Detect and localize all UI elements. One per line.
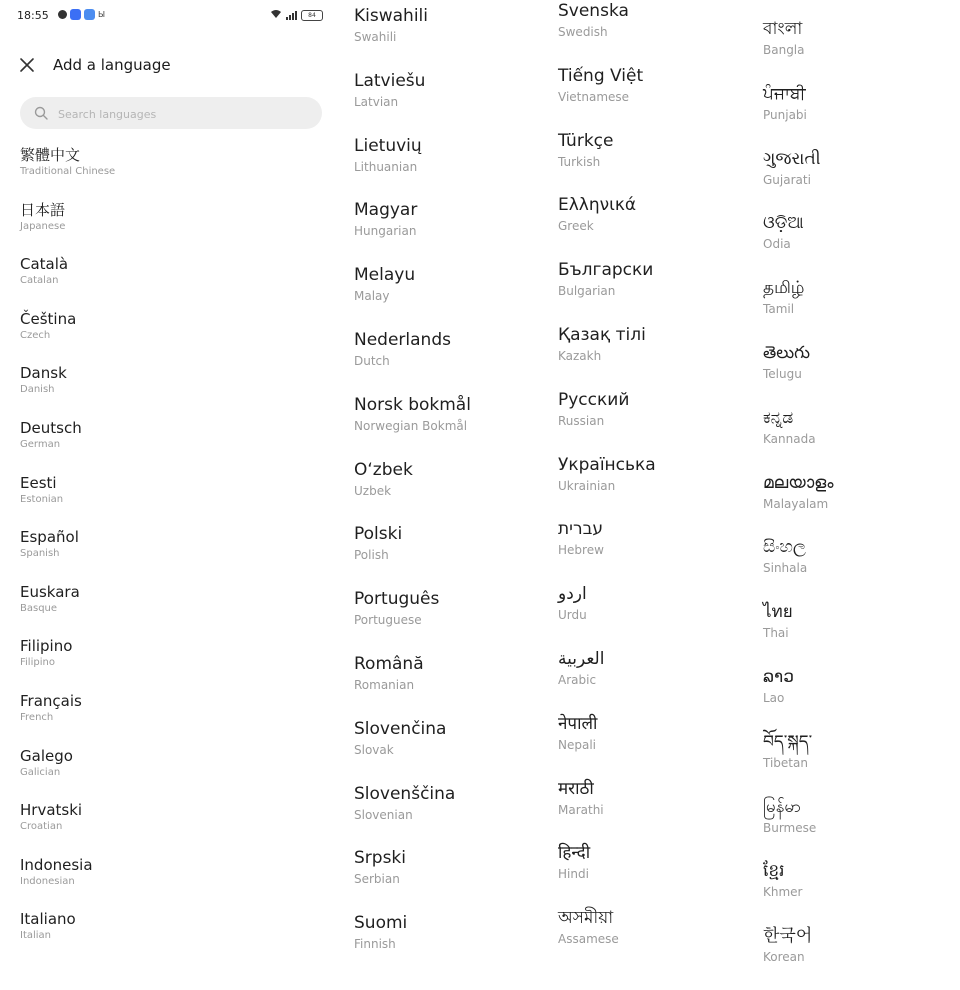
language-native-name: Magyar: [354, 200, 418, 221]
language-item[interactable]: [20, 855, 115, 910]
language-native-name: Galego: [20, 746, 73, 765]
language-native-name: Slovenščina: [354, 783, 456, 804]
language-native-name: हिन्दी: [558, 843, 591, 864]
language-english-name: Tibetan: [763, 755, 808, 770]
language-english-name: Hebrew: [558, 543, 604, 558]
language-english-name: Swedish: [558, 25, 608, 39]
language-item[interactable]: [20, 254, 115, 309]
language-item[interactable]: [354, 394, 471, 459]
language-english-name: Hungarian: [354, 224, 417, 239]
language-item[interactable]: [20, 800, 115, 855]
language-native-name: नेपाली: [558, 713, 598, 734]
language-english-name: Kannada: [763, 431, 816, 446]
language-english-name: Urdu: [558, 608, 587, 623]
language-native-name: اردو: [558, 584, 587, 605]
language-item[interactable]: [763, 212, 833, 277]
language-item[interactable]: [354, 847, 471, 912]
language-native-name: Svenska: [558, 1, 629, 21]
language-native-name: বাংলা: [763, 19, 803, 39]
language-native-name: Русский: [558, 389, 630, 410]
language-item[interactable]: [558, 194, 656, 259]
language-native-name: မြန်မာ: [763, 796, 802, 817]
language-item[interactable]: [354, 523, 471, 588]
language-native-name: ไทย: [763, 602, 793, 623]
language-native-name: Latviešu: [354, 70, 426, 91]
language-native-name: ខ្មែរ: [763, 861, 785, 882]
language-native-name: Srpski: [354, 848, 406, 869]
language-english-name: Bulgarian: [558, 284, 616, 299]
language-native-name: Melayu: [354, 265, 416, 286]
language-native-name: Norsk bokmål: [354, 394, 471, 415]
language-native-name: Español: [20, 528, 79, 547]
language-item[interactable]: [558, 842, 656, 907]
language-english-name: Filipino: [20, 657, 55, 669]
language-english-name: Dutch: [354, 353, 390, 368]
language-native-name: Indonesia: [20, 855, 93, 874]
language-item[interactable]: [354, 718, 471, 783]
language-item[interactable]: [20, 691, 115, 746]
language-english-name: Lithuanian: [354, 159, 418, 174]
language-english-name: Thai: [763, 626, 789, 641]
language-english-name: Galician: [20, 766, 61, 778]
language-english-name: Norwegian Bokmål: [354, 418, 468, 433]
language-item[interactable]: [354, 199, 471, 264]
language-list-column-2: [354, 5, 471, 977]
language-english-name: Estonian: [20, 493, 64, 505]
search-input[interactable]: [56, 97, 310, 131]
language-english-name: Ukrainian: [558, 478, 616, 493]
language-native-name: Italiano: [20, 910, 76, 929]
search-bar[interactable]: [20, 97, 322, 129]
language-english-name: Tamil: [763, 302, 795, 317]
language-english-name: Spanish: [20, 548, 60, 560]
language-native-name: Polski: [354, 524, 403, 545]
language-item[interactable]: [558, 648, 656, 713]
status-bar: [0, 0, 335, 30]
language-native-name: Català: [20, 255, 69, 274]
language-item[interactable]: [354, 70, 471, 135]
language-native-name: Eesti: [20, 473, 57, 492]
language-english-name: Hindi: [558, 867, 589, 882]
language-item[interactable]: [558, 65, 656, 130]
language-item[interactable]: [558, 713, 656, 778]
language-list-column-3: [558, 0, 656, 972]
language-item[interactable]: [20, 527, 115, 582]
language-item[interactable]: [20, 363, 115, 418]
language-native-name: Nederlands: [354, 329, 451, 350]
language-native-name: العربية: [558, 648, 605, 669]
language-english-name: Malay: [354, 289, 390, 304]
language-english-name: Croatian: [20, 821, 63, 833]
language-english-name: Greek: [558, 219, 594, 234]
language-native-name: தமிழ்: [763, 278, 805, 299]
language-native-name: ລາວ: [763, 666, 794, 687]
language-english-name: Kazakh: [558, 348, 602, 363]
language-item[interactable]: [558, 778, 656, 843]
language-native-name: 한국어: [763, 926, 813, 947]
signal-icon: [286, 11, 297, 20]
language-native-name: Čeština: [20, 309, 77, 328]
language-item[interactable]: [20, 746, 115, 801]
language-item[interactable]: [354, 588, 471, 653]
search-icon: [33, 105, 49, 121]
language-native-name: 日本語: [20, 200, 66, 219]
language-item[interactable]: [763, 148, 833, 213]
status-icons-left: [58, 9, 105, 20]
header: [18, 52, 318, 78]
language-native-name: 繁體中文: [20, 146, 81, 164]
language-item[interactable]: [763, 83, 833, 148]
language-english-name: Russian: [558, 413, 605, 428]
language-native-name: తెలుగు: [763, 342, 810, 363]
language-native-name: Português: [354, 589, 440, 610]
language-item[interactable]: [763, 18, 833, 83]
language-item[interactable]: [763, 731, 833, 796]
language-item[interactable]: [20, 636, 115, 691]
language-list-column-1: [20, 145, 115, 964]
app-notification-icon: [84, 9, 95, 20]
language-item[interactable]: [558, 907, 656, 972]
language-english-name: Catalan: [20, 275, 59, 287]
language-english-name: Romanian: [354, 677, 415, 692]
language-native-name: ગુજરાતી: [763, 148, 821, 169]
language-item[interactable]: [354, 912, 471, 977]
language-item[interactable]: [763, 277, 833, 342]
language-english-name: Burmese: [763, 820, 817, 835]
language-native-name: Tiếng Việt: [558, 65, 644, 86]
language-native-name: Suomi: [354, 913, 408, 934]
language-native-name: ਪੰਜਾਬੀ: [763, 83, 806, 104]
language-english-name: Punjabi: [763, 107, 807, 122]
language-english-name: Slovenian: [354, 807, 413, 822]
language-native-name: অসমীয়া: [558, 908, 614, 929]
app-notification-icon: [70, 9, 81, 20]
wifi-icon: [270, 9, 282, 22]
language-native-name: עברית: [558, 519, 604, 540]
language-native-name: ಕನ್ನಡ: [763, 407, 794, 428]
language-english-name: Odia: [763, 237, 791, 252]
language-english-name: Czech: [20, 329, 51, 341]
language-item[interactable]: [558, 130, 656, 195]
language-native-name: Kiswahili: [354, 6, 428, 26]
language-english-name: Arabic: [558, 672, 597, 687]
close-icon[interactable]: [18, 56, 36, 74]
language-item[interactable]: [763, 925, 833, 990]
language-item[interactable]: [763, 666, 833, 731]
language-english-name: Bangla: [763, 43, 805, 57]
language-item[interactable]: [558, 259, 656, 324]
language-item[interactable]: [20, 473, 115, 528]
page-title: Add a language: [53, 56, 171, 74]
language-english-name: Gujarati: [763, 172, 811, 187]
language-item[interactable]: [558, 518, 656, 583]
language-native-name: Filipino: [20, 637, 73, 656]
language-native-name: Hrvatski: [20, 801, 83, 820]
language-english-name: Turkish: [558, 154, 601, 169]
language-english-name: Telugu: [763, 366, 802, 381]
language-item[interactable]: [354, 783, 471, 848]
language-native-name: O‘zbek: [354, 459, 413, 480]
language-native-name: Français: [20, 691, 82, 710]
language-item[interactable]: [354, 459, 471, 524]
language-native-name: ଓଡ଼ିଆ: [763, 213, 804, 234]
language-english-name: Assamese: [558, 932, 619, 947]
language-native-name: മലയാളം: [763, 472, 834, 493]
language-english-name: Polish: [354, 548, 389, 563]
language-english-name: Basque: [20, 602, 58, 614]
nfc-icon: Ы: [98, 10, 106, 19]
language-english-name: Malayalam: [763, 496, 829, 511]
language-native-name: Slovenčina: [354, 718, 447, 739]
language-english-name: Italian: [20, 930, 52, 942]
language-item[interactable]: [763, 407, 833, 472]
language-item[interactable]: [354, 135, 471, 200]
battery-icon: 84: [301, 10, 323, 21]
language-item[interactable]: [763, 601, 833, 666]
language-native-name: བོད་སྐད་: [763, 731, 813, 752]
language-item[interactable]: [763, 860, 833, 925]
language-english-name: Nepali: [558, 737, 596, 752]
language-native-name: Қазақ тілі: [558, 324, 646, 345]
language-native-name: Български: [558, 260, 654, 281]
language-item[interactable]: [763, 796, 833, 861]
language-native-name: मराठी: [558, 778, 594, 799]
language-item[interactable]: [558, 0, 656, 65]
language-english-name: Latvian: [354, 94, 399, 109]
language-english-name: Serbian: [354, 872, 400, 887]
language-native-name: Lietuvių: [354, 135, 422, 156]
language-item[interactable]: [558, 583, 656, 648]
language-item[interactable]: [20, 200, 115, 255]
language-item[interactable]: [20, 309, 115, 364]
language-item[interactable]: [354, 264, 471, 329]
language-english-name: Danish: [20, 384, 55, 396]
language-item[interactable]: [763, 536, 833, 601]
language-english-name: Sinhala: [763, 561, 808, 576]
language-english-name: Indonesian: [20, 875, 75, 887]
language-native-name: සිංහල: [763, 537, 806, 558]
language-native-name: Deutsch: [20, 418, 82, 437]
language-item[interactable]: [354, 329, 471, 394]
status-time: 18:55: [17, 9, 49, 22]
language-english-name: Korean: [763, 950, 805, 965]
language-list-column-4: [763, 18, 833, 990]
language-english-name: Slovak: [354, 742, 394, 757]
language-native-name: Ελληνικά: [558, 195, 637, 216]
language-item[interactable]: [558, 454, 656, 519]
language-english-name: Portuguese: [354, 613, 422, 628]
language-english-name: Finnish: [354, 937, 396, 952]
language-item[interactable]: [20, 418, 115, 473]
language-item[interactable]: [763, 472, 833, 537]
language-english-name: German: [20, 438, 61, 450]
language-item[interactable]: [20, 145, 115, 200]
language-native-name: Euskara: [20, 582, 80, 601]
language-native-name: Dansk: [20, 364, 67, 383]
language-english-name: Marathi: [558, 802, 604, 817]
language-item[interactable]: [20, 582, 115, 637]
language-item[interactable]: [354, 5, 471, 70]
language-english-name: Swahili: [354, 30, 397, 44]
language-item[interactable]: [354, 653, 471, 718]
language-native-name: Українська: [558, 454, 656, 475]
language-english-name: Vietnamese: [558, 89, 630, 104]
language-native-name: Türkçe: [558, 130, 614, 151]
language-english-name: Khmer: [763, 885, 803, 900]
language-item[interactable]: [558, 324, 656, 389]
language-item[interactable]: [558, 389, 656, 454]
settings-icon: [58, 10, 67, 19]
status-icons-right: [270, 9, 323, 22]
language-english-name: French: [20, 711, 54, 723]
language-english-name: Japanese: [20, 220, 66, 232]
language-item[interactable]: [763, 342, 833, 407]
language-english-name: Traditional Chinese: [20, 166, 116, 177]
language-native-name: Română: [354, 653, 424, 674]
language-english-name: Uzbek: [354, 483, 392, 498]
language-english-name: Lao: [763, 690, 785, 705]
